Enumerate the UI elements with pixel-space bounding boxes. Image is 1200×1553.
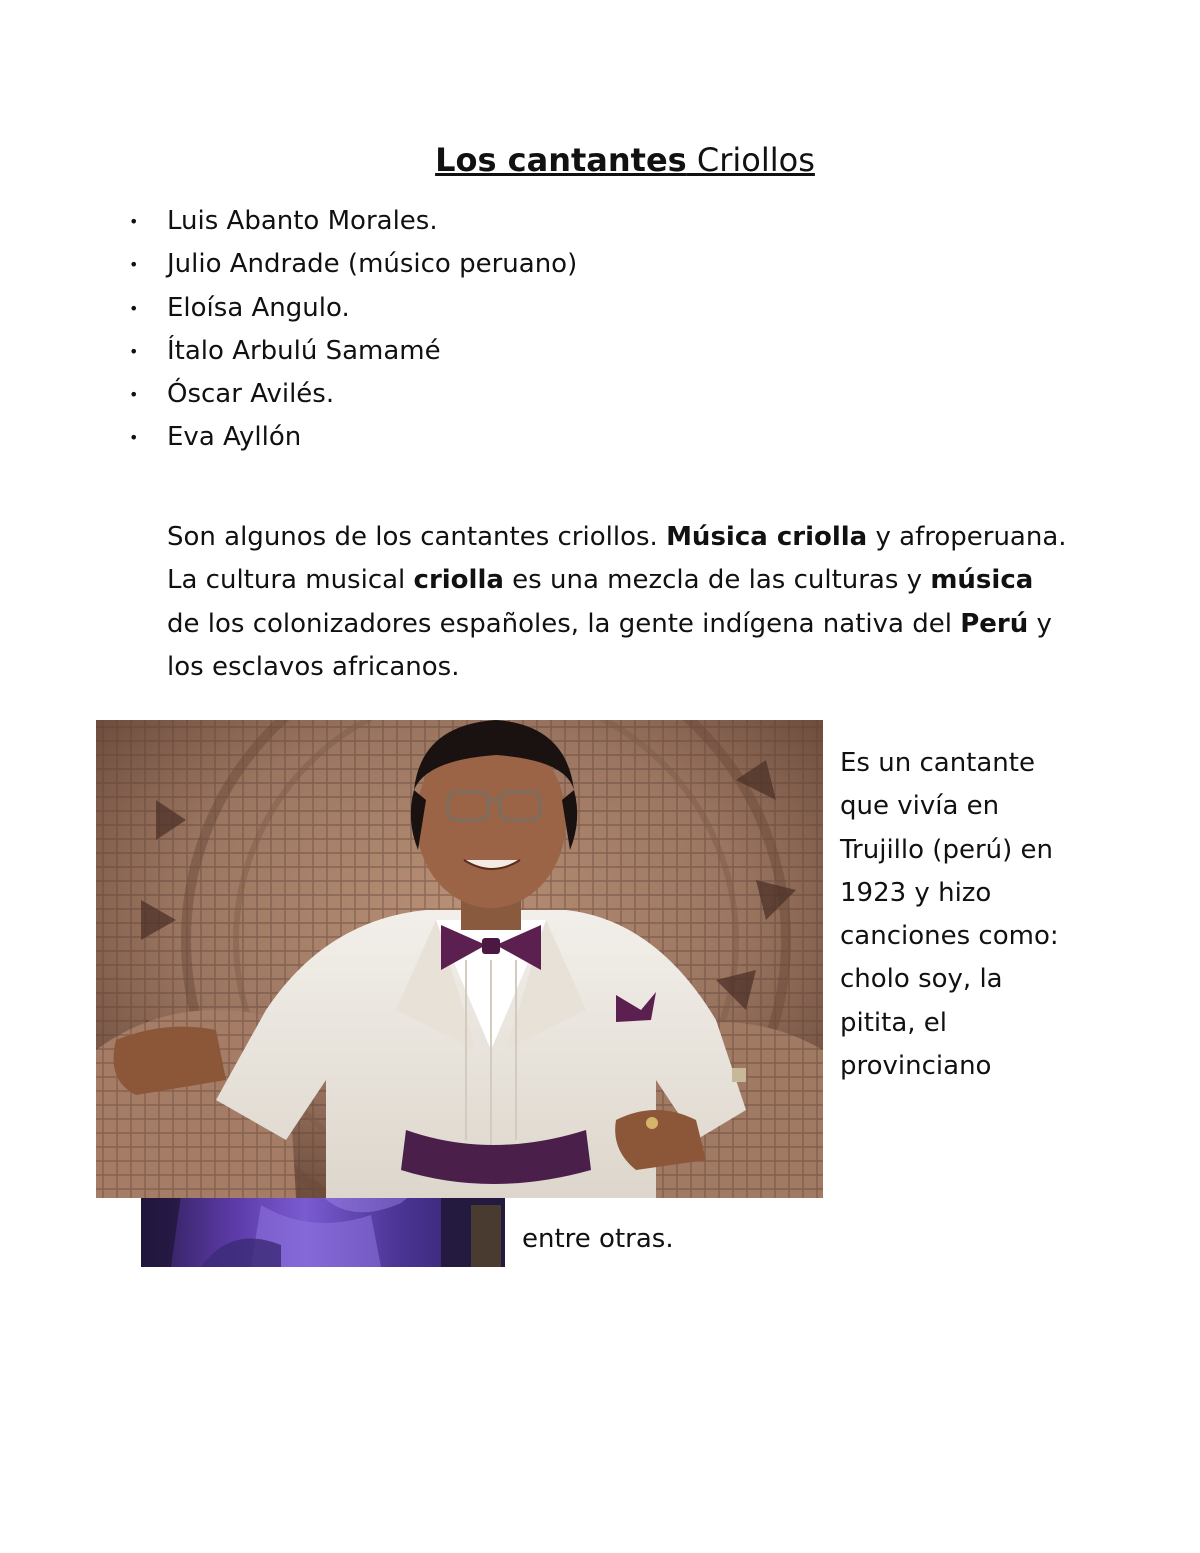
singer-name: Óscar Avilés.	[167, 379, 335, 410]
intro-text: de los colonizadores españoles, la gente indígena nativa del	[167, 608, 961, 639]
singer-name: Eloísa Angulo.	[167, 292, 350, 323]
singers-list	[125, 200, 577, 460]
singer-name: Julio Andrade (músico peruano)	[167, 249, 578, 280]
intro-emphasis: música	[930, 565, 1034, 596]
intro-emphasis: Música criolla	[666, 522, 868, 552]
list-item	[125, 243, 577, 286]
photo-caption: Es un cantante que vivía en Trujillo (perú) en 1923 y hizo canciones como: cholo soy, la pitita, el provinciano	[840, 748, 1059, 1082]
list-item	[125, 200, 577, 243]
bullet-icon: •	[129, 255, 139, 275]
intro-paragraph	[167, 516, 1067, 689]
bullet-icon: •	[129, 341, 139, 361]
bullet-icon: •	[129, 298, 139, 318]
intro-emphasis: Perú	[960, 608, 1029, 639]
singer-photo-art	[96, 720, 823, 1198]
title-regular-part: Criollos	[686, 141, 815, 179]
title-bold-part: Los cantantes	[435, 141, 687, 179]
intro-emphasis: criolla	[413, 565, 504, 596]
list-item	[125, 330, 577, 373]
list-item	[125, 416, 577, 459]
singer-name: Eva Ayllón	[167, 422, 302, 453]
intro-text: Son algunos de los cantantes criollos.	[167, 522, 667, 552]
bullet-icon: •	[129, 428, 139, 448]
singer-name: Ítalo Arbulú Samamé	[167, 335, 441, 366]
photo-caption-tail: entre otras.	[522, 1224, 674, 1254]
bullet-icon: •	[129, 385, 139, 405]
intro-text: y afroperuana. La cultura musical	[167, 522, 1067, 596]
secondary-photo-art	[141, 1195, 505, 1267]
bullet-icon: •	[129, 212, 139, 231]
list-item	[125, 287, 577, 330]
page-title	[0, 136, 1200, 184]
list-item	[125, 373, 577, 416]
singer-photo	[96, 720, 823, 1198]
intro-text: y los esclavos africanos.	[167, 608, 1052, 682]
singer-photo-secondary	[141, 1195, 505, 1267]
intro-text: es una mezcla de las culturas y	[503, 565, 931, 596]
singer-name: Luis Abanto Morales.	[167, 206, 438, 236]
